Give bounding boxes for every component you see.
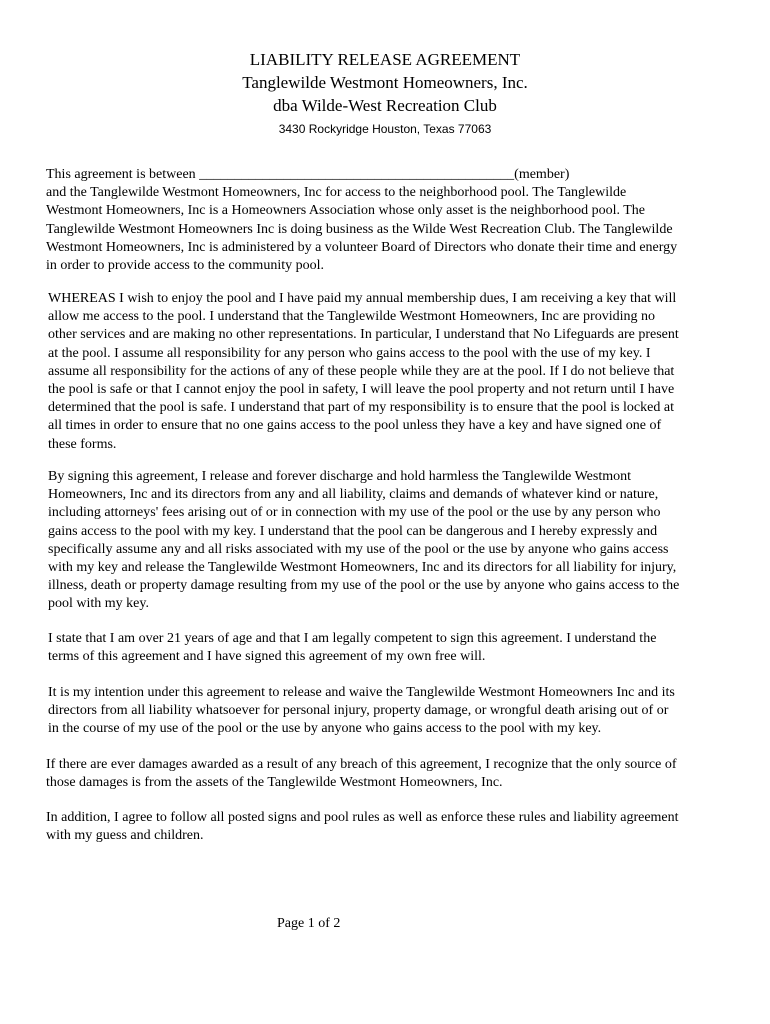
paragraph-line: In addition, I agree to follow all posted signs and pool rules as well as enforce these rules and liability agreement	[46, 810, 679, 825]
paragraph-line: gains access to the pool with my key. I understand that the pool can be dangerous and I hereby expressly and	[48, 523, 658, 539]
paragraph-line: the pool is safe or that I cannot enjoy the pool in safety, I will leave the pool property and not return until I have	[48, 382, 675, 398]
rules-paragraph	[46, 809, 679, 845]
paragraph-line: all times in order to ensure that no one gains access to the pool unless they have a key and have signed one of	[48, 418, 662, 434]
paragraph-line: Homeowners, Inc and its directors from any and all liability, claims and demands of whatever kind or nature,	[48, 487, 659, 503]
intention-paragraph	[48, 684, 675, 739]
paragraph-line: directors from all liability whatsoever for personal injury, property damage, or wrongful death arising out of or	[48, 703, 669, 719]
paragraph-line: Tanglewilde Westmont Homeowners Inc is doing business as the Wilde West Recreation Club. The Tanglewilde	[46, 221, 673, 237]
dba-name: dba Wilde-West Recreation Club	[273, 96, 497, 115]
paragraph-line: This agreement is between _____________________________________________(member)	[46, 167, 570, 182]
organization-name: Tanglewilde Westmont Homeowners, Inc.	[242, 73, 528, 92]
release-paragraph	[48, 468, 679, 614]
paragraph-line: with my key and release the Tanglewilde Westmont Homeowners, Inc and its directors for all liability for injury,	[48, 560, 677, 576]
age-statement-paragraph	[48, 630, 656, 666]
paragraph-line: and the Tanglewilde Westmont Homeowners, Inc for access to the neighborhood pool. The Tanglewilde	[46, 185, 627, 201]
paragraph-line: those damages is from the assets of the Tanglewilde Westmont Homeowners, Inc.	[46, 775, 503, 791]
page-number: Page 1 of 2	[277, 916, 341, 931]
document-header	[0, 48, 770, 138]
document-title: LIABILITY RELEASE AGREEMENT	[249, 50, 521, 69]
paragraph-line: pool with my key.	[48, 596, 149, 612]
paragraph-line: determined that the pool is safe. I understand that part of my responsibility is to ensure that the pool is locked at	[48, 400, 674, 416]
paragraph-line: these forms.	[48, 436, 117, 452]
paragraph-line: including attorneys' fees arising out of or in connection with my use of the pool or the use by any person who	[48, 505, 661, 521]
paragraph-line: specifically assume any and all risks associated with my use of the pool or the use by anyone who gains access	[48, 541, 669, 557]
paragraph-line: in order to provide access to the community pool.	[46, 258, 324, 274]
paragraph-line: Westmont Homeowners, Inc is administered by a volunteer Board of Directors who donate their time and energy	[46, 239, 678, 255]
paragraph-line: I state that I am over 21 years of age and that I am legally competent to sign this agreement. I understand the	[48, 631, 657, 646]
whereas-paragraph	[48, 290, 679, 454]
paragraph-line: assume all responsibility for the actions of any of these people while they are at the pool. If I do not believe that	[48, 363, 675, 379]
paragraph-line: WHEREAS I wish to enjoy the pool and I have paid my annual membership dues, I am receiving a key that will	[48, 291, 677, 306]
paragraph-line: If there are ever damages awarded as a result of any breach of this agreement, I recognize that the only source of	[46, 757, 677, 772]
organization-address: 3430 Rockyridge Houston, Texas 77063	[278, 122, 492, 136]
intro-paragraph	[46, 166, 677, 275]
damages-paragraph	[46, 756, 676, 792]
paragraph-line: By signing this agreement, I release and forever discharge and hold harmless the Tanglewilde Westmont	[48, 469, 632, 484]
paragraph-line: in the course of my use of the pool or the use by anyone who gains access to the pool with my key.	[48, 721, 602, 737]
paragraph-line: It is my intention under this agreement to release and waive the Tanglewilde Westmont Homeowners Inc and its	[48, 685, 675, 700]
paragraph-line: other services and are making no other representations. In particular, I understand that No Lifeguards are present	[48, 327, 679, 343]
paragraph-line: illness, death or property damage resulting from my use of the pool or the use by anyone who gains access to the	[48, 578, 680, 594]
paragraph-line: at the pool. I assume all responsibility for any person who gains access to the pool with the use of my key. I	[48, 345, 651, 361]
paragraph-line: Westmont Homeowners, Inc is a Homeowners Association whose only asset is the neighborhood pool. The	[46, 203, 645, 219]
paragraph-line: with my guess and children.	[46, 828, 204, 844]
paragraph-line: terms of this agreement and I have signed this agreement of my own free will.	[48, 649, 486, 665]
paragraph-line: allow me access to the pool. I understand that the Tanglewilde Westmont Homeowners, Inc are providing no	[48, 309, 655, 325]
